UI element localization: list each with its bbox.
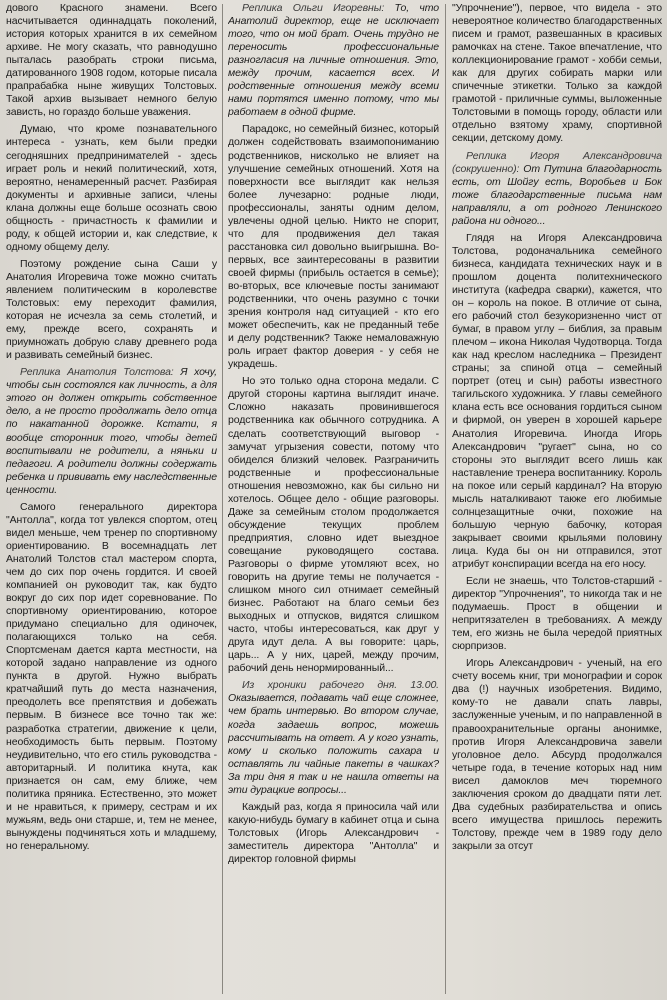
column-divider bbox=[445, 4, 446, 994]
body-paragraph: Поэтому рождение сына Саши у Анатолия Игоревича тоже можно считать явлением политическим в королевстве Толстовых: ему переходит фамилия, которая не исчезла за семь столетий, и ему, прежде всего, сохранять и приумножать добрую славу древнего рода и развивать семейный бизнес. bbox=[6, 257, 217, 362]
body-paragraph: Думаю, что кроме познавательного интереса - узнать, кем были предки сегодняшних предпринимателей - здесь играет роль и некий политический, хотя, вероятно, ненамеренный расчет. Разбирая документы и архивные записи, члены клана должны еще больше осознать свою общность - причастность к фамилии и роду, к общей истории и, как следствие, к одному общему делу. bbox=[6, 123, 217, 253]
text-column-2 bbox=[228, 2, 439, 996]
quote-text: Оказывается, подавать чай еще сложнее, чем брать интервью. Во втором случае, когда задаешь вопрос, можешь рассчитывать на ответ. А у кого узнать, кому и сколько положить сахара и оставлять ли чайные пакеты в чашках? За три дня я так и не нашла ответы на эти дурацкие вопросы... bbox=[228, 692, 439, 796]
quote-label: Из хроники рабочего дня. 13.00. bbox=[242, 679, 439, 692]
text-column-1 bbox=[6, 2, 217, 996]
quote-text: То, что Анатолий директор, еще не исключает того, что он мой брат. Очень трудно не переносить профессиональные разногласия на личные отношения. Это, между прочим, касается всех. И родственные отношения между всеми нами портятся именно потому, что мы работаем в одной фирме. bbox=[228, 2, 439, 119]
body-paragraph: "Упрочнение"), первое, что видела - это невероятное количество благодарственных писем и грамот, развешанных в красивых рамочках на стене. Такое впечатление, что коллекционирование грамот - хобби семьи, как для других собирать марки или спичечные этикетки. Только за каждой грамотой - приличные суммы, выложенные Толстовыми в помощь городу, области или отдельно взятому храму, спортивной секции, детскому дому. bbox=[452, 2, 662, 145]
quote-paragraph bbox=[228, 679, 439, 796]
body-paragraph: дового Красного знамени. Всего насчитывается одиннадцать поколений, история которых хранится в их семейном архиве. Не могу сказать, что равнодушно пыталась разобрать строки письма, датированного 1908 годом, которые писала прапрабабка ныне живущих Толстовых. Такой архив вызывает немного белую зависть, но гораздо больше уважения. bbox=[6, 2, 217, 119]
body-paragraph: Самого генерального директора "Антолла", когда тот увлекся спортом, отец видел меньше, чем тренер по спортивному ориентированию. В восемнадцать лет Анатолий Толстов стал мастером спорта, чем до сих пор очень гордится. И своей компанией он руководит так, как будто вокруг до сих пор идет соревнование. По спортивному ориентированию, которое придумано специально для одиночек, полагающихся только на себя. Спортсменам дается карта местности, на которой задано направление из одного пункта в другой. Нужно выбрать кратчайший путь до места назначения, преодолеть все препятствия и добежать первым. В бизнесе все точно так же: разработка стратегии, движение к цели, необходимость быть первым. Поэтому неудивительно, что его стиль руководства - авторитарный. И политика кнута, как признается он сам, ему ближе, чем политика пряника. Естественно, это может и не нравиться, к примеру, сестрам и их мужьям, ведь они старше, и, тем не менее, вынуждены подчиняться хоть и младшему, но генеральному. bbox=[6, 500, 217, 852]
quote-label: Реплика Игоря Александровича (сокрушенно): bbox=[452, 149, 662, 175]
body-paragraph: Каждый раз, когда я приносила чай или какую-нибудь бумагу в кабинет отца и сына Толстовых (Игорь Александрович - заместитель директора "Антолла" и директор головной фирмы bbox=[228, 800, 439, 865]
body-paragraph: Если не знаешь, что Толстов-старший - директор "Упрочнения", то никогда так и не подумаешь. Прост в общении и непритязателен в требованиях. А между тем, его жизнь не была чередой приятных сюрпризов. bbox=[452, 575, 662, 653]
body-paragraph: Глядя на Игоря Александровича Толстова, родоначальника семейного бизнеса, кандидата технических наук и в прошлом доцента политехнического института (кафедра сварки), кажется, что он – король на покое. В отличие от сына, его рабочий стол безукоризненно чист от бумаг, в правом углу – библия, за правым плечом – икона Николая Чудотворца. Тогда как над креслом наследника – Президент страны; за спиной отца – семейный портрет (отец и сын) работы известного тагильского художника. У главы семейного клана есть все основания гордиться сыном и фирмой, он уверен в хорошей карьере Анатолия Игоревича. Иногда Игорь Александрович "ругает" сына, но со стороны это выглядит всего лишь как наставление тренера воспитаннику. Король на покое или серый кардинал? На вторую мысль наталкивают также его любимые солнцезащитные очки, похожие на большую черную бабочку, которая закрывает своими крыльями половину лица. Куда бы он ни отправился, этот атрибут конспирации всегда на его носу. bbox=[452, 231, 662, 570]
text-column-3 bbox=[452, 2, 662, 996]
quote-label: Реплика Ольги Игоревны: bbox=[242, 2, 385, 14]
quote-paragraph bbox=[452, 150, 662, 228]
body-paragraph: Но это только одна сторона медали. С другой стороны картина выглядит иначе. Сложно наказать провинившегося родственника как обычного сотрудника. А сделать соответствующий выговор - замучат угрызения совести, потому что обиделся близкий человек. Разграничить родственные и профессиональные отношения невозможно, как бы сильно ни хотелось. Общее дело - общие разговоры. Даже за семейным столом продолжается обсуждение текущих проблем предприятия, словно идет выездное совещание руководящего состава. Разговоры о фирме утомляют всех, но говорить на другие темы не получается - слишком много сил отнимает семейный бизнес. Работают на благо семьи без выходных и отпусков, видятся слишком часто, чтобы интересоваться, как друг у друга идут дела. А вы говорите: царь, царь... А у них, царей, между прочим, рабочий день ненормированный... bbox=[228, 375, 439, 675]
column-divider bbox=[222, 4, 223, 994]
quote-paragraph bbox=[228, 2, 439, 119]
body-paragraph: Парадокс, но семейный бизнес, который должен содействовать взаимопониманию родственников, нисколько не влияет на улучшение семейных отношений. Хотя на поверхности все выглядит как нельзя более лучезарно: родные люди, профессионалы, заняты одним делом, увлечены одной целью. Никто не спорит, что для продвижения дел такая расстановка сил довольно выигрышна. Во-первых, все заинтересованы в развитии своей фирмы (прибыль остается в семье); во-вторых, все ключевые посты занимают родственники, что очень разумно с точки зрения контроля над ситуацией - кто его может обеспечить, как не преданный тебе и делу родственник? Также немаловажную роль играет фактор доверия - у себя не украдешь. bbox=[228, 123, 439, 371]
quote-text: Я хочу, чтобы сын состоялся как личность, а для этого он должен открыть собственное дело, а не просто продолжать дело отца по накатанной дорожке. Кстати, я вообще сторонник того, чтобы детей воспитывали не родители, а няньки и педагоги. А родители должны содержать ребенка и прививать ему наследственные ценности. bbox=[6, 366, 217, 496]
body-paragraph: Игорь Александрович - ученый, на его счету восемь книг, три монографии и сорок два (!) научных изобретения. Видимо, кому-то не давали спать лавры, заслуженные ученым, и по направленной в правоохранительные органы анонимке, против Игоря Александровича завели уголовное дело. Абсурд продолжался четыре года, в течение которых над ним висел дамоклов меч тюремного заключения сроком до двадцати пяти лет. Два судебных разбирательства и опись всего имущества пришлось пережить Толстову, прежде чем в 1989 году дело закрыли за отсут bbox=[452, 657, 662, 852]
quote-label: Реплика Анатолия Толстова: bbox=[20, 366, 174, 379]
quote-text: От Путина благодарность есть, от Шойгу есть, Воробьев и Бок тоже благодарственные письма нам направляли, а от родного Ленинского района ни одного... bbox=[452, 162, 662, 227]
quote-paragraph bbox=[6, 366, 217, 496]
